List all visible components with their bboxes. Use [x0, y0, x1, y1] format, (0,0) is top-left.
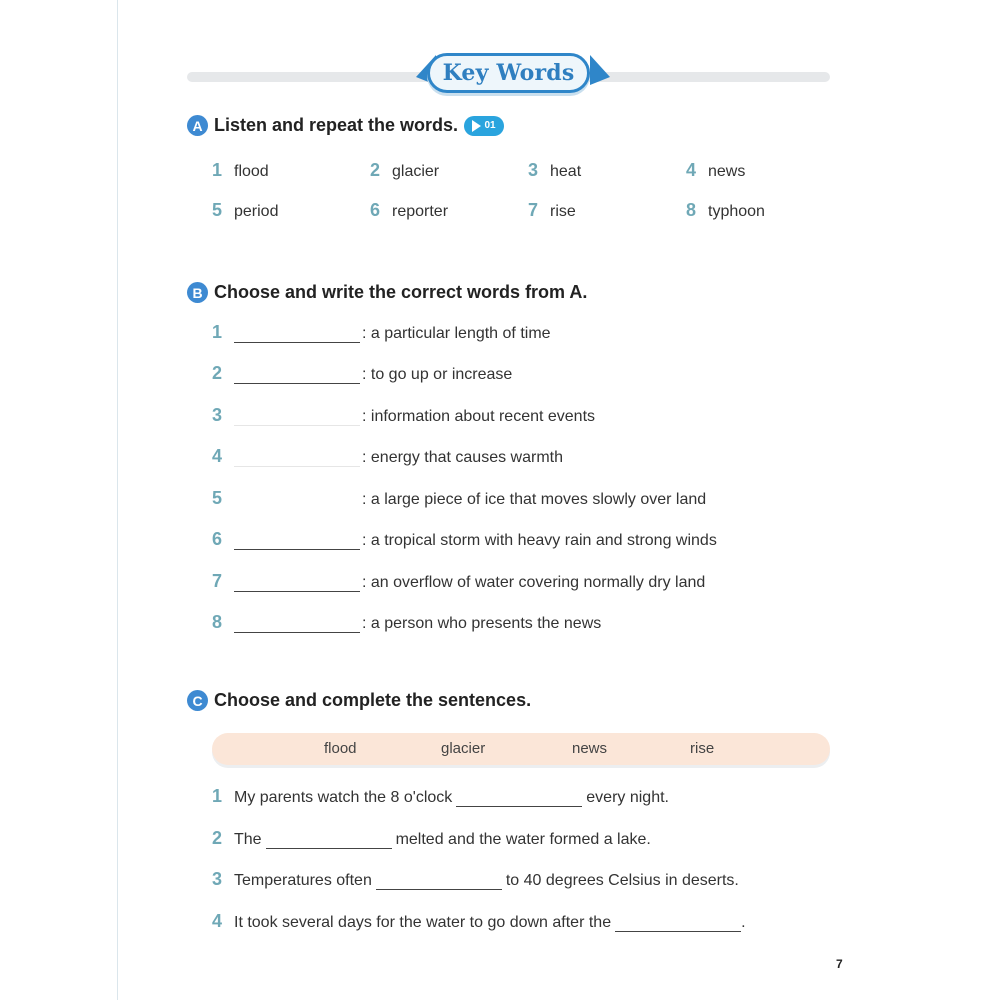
sentence-after: melted and the water formed a lake. — [395, 831, 651, 848]
item-number: 1 — [212, 322, 223, 342]
word-bank-item: flood — [324, 740, 357, 757]
section-a-letter-badge: A — [187, 115, 208, 136]
word-bank-item: rise — [690, 740, 715, 757]
definition-row — [212, 405, 595, 426]
word-text: heat — [550, 163, 582, 180]
sentence-after: to 40 degrees Celsius in deserts. — [505, 872, 739, 889]
definition-row — [212, 446, 563, 467]
word-number: 7 — [528, 200, 539, 220]
definition-row — [212, 322, 551, 343]
title-ribbon-right — [590, 55, 610, 85]
definition-row — [212, 571, 705, 592]
word-item — [212, 200, 278, 221]
item-number: 7 — [212, 571, 223, 591]
section-b-heading-text: Choose and write the correct words from A. — [214, 282, 588, 302]
word-item — [370, 160, 439, 181]
sentence-after: . — [741, 914, 746, 931]
word-text: reporter — [392, 203, 449, 220]
definition-text: : an overflow of water covering normally dry land — [362, 574, 706, 591]
answer-blank[interactable] — [234, 365, 360, 384]
item-number: 3 — [212, 869, 223, 889]
definition-row — [212, 363, 512, 384]
answer-blank[interactable] — [234, 614, 360, 633]
word-number: 8 — [686, 200, 697, 220]
word-bank — [212, 733, 830, 765]
sentence-row — [212, 786, 669, 807]
definition-text: : information about recent events — [362, 408, 596, 425]
section-c-heading-text: Choose and complete the sentences. — [214, 690, 532, 710]
item-number: 5 — [212, 488, 223, 508]
answer-blank[interactable] — [234, 407, 360, 426]
definition-text: : a particular length of time — [362, 325, 551, 342]
sentence-row — [212, 869, 739, 890]
answer-blank[interactable] — [234, 448, 360, 467]
sentence-before: Temperatures often — [234, 872, 372, 889]
answer-blank[interactable] — [234, 573, 360, 592]
definition-text: : a tropical storm with heavy rain and strong winds — [362, 532, 717, 549]
section-b-heading — [187, 282, 587, 303]
item-number: 8 — [212, 612, 223, 632]
word-number: 5 — [212, 200, 223, 220]
word-text: glacier — [392, 163, 440, 180]
definition-row — [212, 612, 601, 633]
item-number: 4 — [212, 911, 223, 931]
word-number: 4 — [686, 160, 697, 180]
item-number: 4 — [212, 446, 223, 466]
word-number: 1 — [212, 160, 223, 180]
word-text: typhoon — [708, 203, 765, 220]
section-a-heading — [187, 115, 504, 136]
audio-play-button[interactable] — [464, 116, 504, 136]
word-text: rise — [550, 203, 576, 220]
section-c-letter-badge: C — [187, 690, 208, 711]
answer-blank[interactable] — [234, 531, 360, 550]
word-text: flood — [234, 163, 269, 180]
sentence-before: My parents watch the 8 o'clock — [234, 789, 453, 806]
word-bank-item: news — [572, 740, 608, 757]
page-number: 7 — [836, 957, 843, 971]
word-number: 6 — [370, 200, 381, 220]
answer-blank[interactable] — [234, 324, 360, 343]
item-number: 2 — [212, 363, 223, 383]
word-item — [370, 200, 448, 221]
word-number: 3 — [528, 160, 539, 180]
audio-track-number: 01 — [484, 120, 496, 131]
sentence-row — [212, 828, 651, 849]
item-number: 3 — [212, 405, 223, 425]
answer-blank[interactable] — [376, 871, 502, 890]
sentence-before: The — [234, 831, 262, 848]
section-b-letter-badge: B — [187, 282, 208, 303]
item-number: 1 — [212, 786, 223, 806]
page-title: Key Words — [442, 60, 575, 86]
section-c-heading — [187, 690, 531, 711]
section-a-heading-text: Listen and repeat the words. — [214, 115, 459, 135]
sentence-row — [212, 911, 746, 932]
word-bank-item: glacier — [441, 740, 486, 757]
sentence-after: every night. — [586, 789, 669, 806]
sentence-before: It took several days for the water to go down after the — [234, 914, 612, 931]
definition-row — [212, 488, 706, 509]
word-item — [686, 160, 745, 181]
word-text: news — [708, 163, 746, 180]
answer-blank[interactable] — [266, 830, 392, 849]
word-item — [212, 160, 269, 181]
definition-row — [212, 529, 717, 550]
word-text: period — [234, 203, 279, 220]
answer-blank[interactable] — [615, 913, 741, 932]
definition-text: : energy that causes warmth — [362, 449, 563, 466]
word-number: 2 — [370, 160, 381, 180]
word-item — [528, 200, 576, 221]
definition-text: : to go up or increase — [362, 366, 513, 383]
page-edge-divider — [117, 0, 118, 1000]
item-number: 6 — [212, 529, 223, 549]
word-item — [686, 200, 765, 221]
answer-blank[interactable] — [456, 788, 582, 807]
word-item — [528, 160, 581, 181]
definition-text: : a person who presents the news — [362, 615, 602, 632]
answer-blank[interactable] — [234, 490, 360, 509]
play-icon — [472, 120, 481, 132]
definition-text: : a large piece of ice that moves slowly over land — [362, 491, 707, 508]
item-number: 2 — [212, 828, 223, 848]
title-badge — [427, 53, 590, 93]
